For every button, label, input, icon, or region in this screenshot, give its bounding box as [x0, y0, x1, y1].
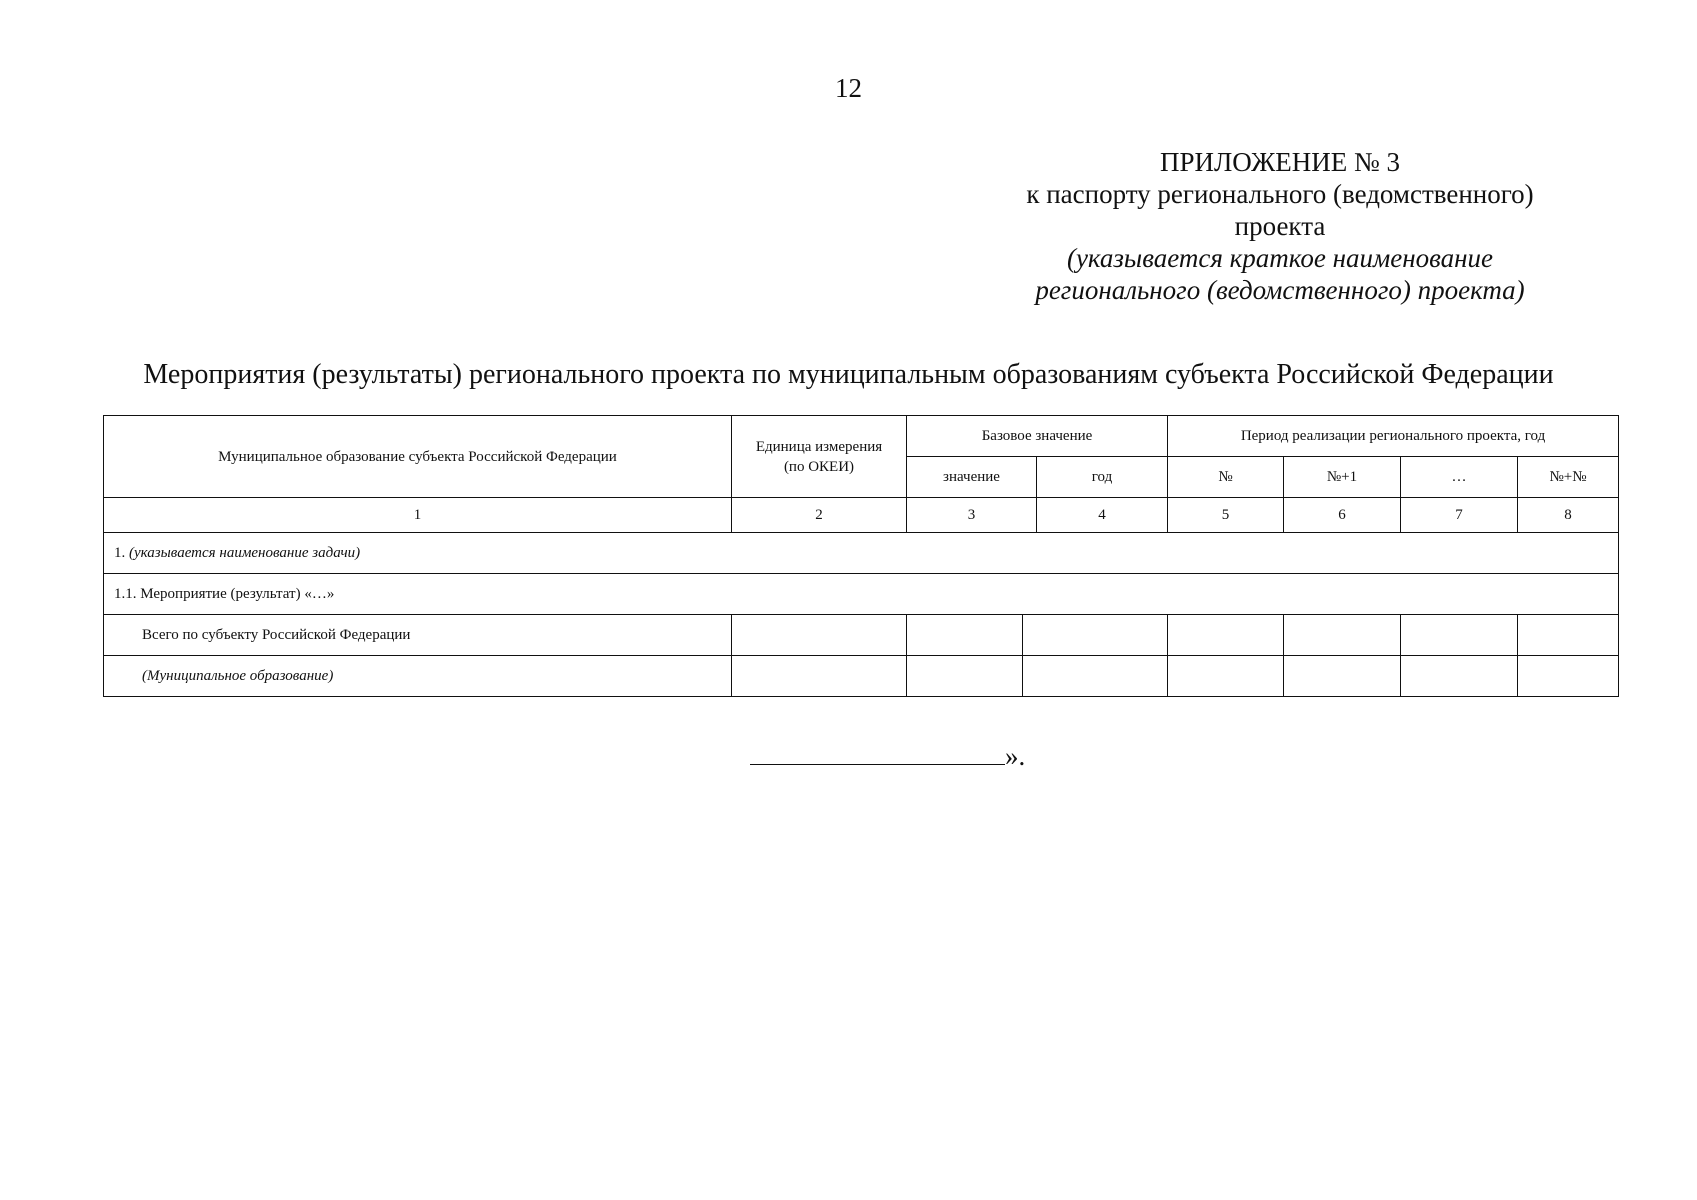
closing-blank-line [750, 738, 1005, 765]
header-base-value: Базовое значение [907, 416, 1168, 457]
page-number: 12 [835, 73, 862, 103]
header-period: Период реализации регионального проекта, год [1168, 416, 1619, 457]
municipality-base-value-cell [907, 656, 1023, 697]
municipality-row-label: (Муниципальное образование) [104, 656, 732, 697]
header-unit [732, 416, 907, 498]
header-year: год [1037, 457, 1168, 498]
municipality-base-year-cell [1023, 656, 1168, 697]
header-municipality: Муниципальное образование субъекта Российской Федерации [104, 416, 732, 498]
municipality-year-ellipsis-cell [1401, 656, 1518, 697]
total-year-n-plus-1-cell [1284, 615, 1401, 656]
municipality-year-n-plus-n-cell [1518, 656, 1619, 697]
appendix-line-1: ПРИЛОЖЕНИЕ № 3 [1159, 147, 1401, 177]
activity-row: 1.1. Мероприятие (результат) «…» [104, 574, 1619, 615]
total-row-label: Всего по субъекту Российской Федерации [104, 615, 732, 656]
closing-quote-mark: ». [1005, 741, 1026, 771]
header-unit-line-2: (по ОКЕИ) [783, 458, 855, 475]
total-year-ellipsis-cell [1401, 615, 1518, 656]
appendix-line-3: проекта [1234, 211, 1326, 241]
header-unit-line-1: Единица измерения [755, 438, 883, 455]
column-number-2: 2 [732, 498, 907, 533]
municipality-year-n-cell [1168, 656, 1284, 697]
column-number-6: 6 [1284, 498, 1401, 533]
municipality-year-n-plus-1-cell [1284, 656, 1401, 697]
activities-table [103, 415, 1619, 697]
total-unit-cell [732, 615, 907, 656]
task-name: (указывается наименование задачи) [129, 545, 361, 561]
appendix-line-5: регионального (ведомственного) проекта) [1035, 275, 1525, 305]
header-year-ellipsis: … [1401, 457, 1518, 498]
column-number-8: 8 [1518, 498, 1619, 533]
total-base-year-cell [1023, 615, 1168, 656]
closing-line [750, 738, 1025, 772]
header-year-n-plus-1: №+1 [1284, 457, 1401, 498]
municipality-unit-cell [732, 656, 907, 697]
appendix-block [980, 146, 1580, 306]
task-number: 1. [114, 545, 126, 561]
total-base-value-cell [907, 615, 1023, 656]
task-row [104, 533, 1619, 574]
column-number-3: 3 [907, 498, 1037, 533]
total-year-n-cell [1168, 615, 1284, 656]
column-number-7: 7 [1401, 498, 1518, 533]
header-value: значение [907, 457, 1037, 498]
column-number-5: 5 [1168, 498, 1284, 533]
column-number-4: 4 [1037, 498, 1168, 533]
total-year-n-plus-n-cell [1518, 615, 1619, 656]
header-year-n: № [1168, 457, 1284, 498]
header-year-n-plus-n: №+№ [1518, 457, 1619, 498]
appendix-line-4: (указывается краткое наименование [1066, 243, 1494, 273]
appendix-line-2: к паспорту регионального (ведомственного) [1026, 179, 1534, 209]
document-title: Мероприятия (результаты) регионального проекта по муниципальным образованиям субъекта Российской Федерации [143, 359, 1554, 390]
column-number-1: 1 [104, 498, 732, 533]
